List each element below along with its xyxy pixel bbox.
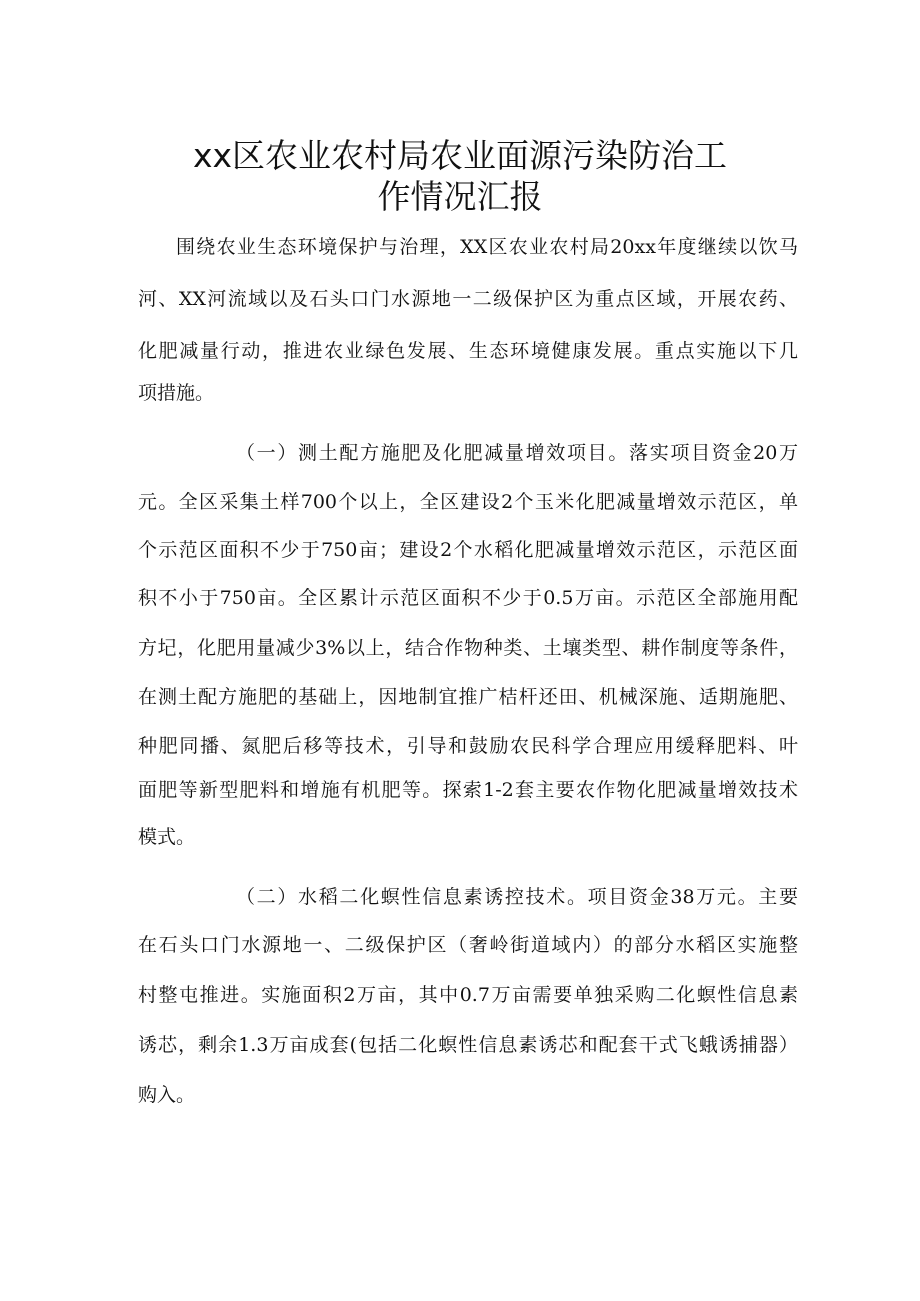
paragraph-line: 积不小于750亩。全区累计示范区面积不少于0.5万亩。示范区全部施用配 xyxy=(138,587,798,609)
paragraph-line: （一）测土配方施肥及化肥减量增效项目。落实项目资金20万 xyxy=(236,442,798,464)
paragraph-line: 河、XX河流域以及石头口门水源地一二级保护区为重点区域，开展农药、 xyxy=(138,288,798,310)
paragraph-line: 种肥同播、氮肥后移等技术，引导和鼓励农民科学合理应用缓释肥料、叶 xyxy=(138,735,798,757)
document-title-line-1: xx区农业农村局农业面源污染防治工 xyxy=(192,136,728,175)
paragraph-line: 元。全区采集土样700个以上，全区建设2个玉米化肥减量增效示范区，单 xyxy=(138,491,798,513)
document-title-line-2: 作情况汇报 xyxy=(377,177,543,216)
paragraph-line: 个示范区面积不少于750亩；建设2个水稻化肥减量增效示范区，示范区面 xyxy=(138,539,798,561)
paragraph-line: 围绕农业生态环境保护与治理，XX区农业农村局20xx年度继续以饮马 xyxy=(176,236,798,258)
paragraph-line: 面肥等新型肥料和增施有机肥等。探索1-2套主要农作物化肥减量增效技术 xyxy=(138,779,798,801)
paragraph-line: 在石头口门水源地一、二级保护区（奢岭街道域内）的部分水稻区实施整 xyxy=(138,934,798,956)
paragraph-line: （二）水稻二化螟性信息素诱控技术。项目资金38万元。主要 xyxy=(236,886,798,908)
paragraph-line: 方圮，化肥用量减少3%以上，结合作物种类、土壤类型、耕作制度等条件， xyxy=(138,637,798,659)
paragraph-line: 购入。 xyxy=(138,1084,196,1106)
paragraph-line: 诱芯，剩余1.3万亩成套(包括二化螟性信息素诱芯和配套干式飞蛾诱捕器） xyxy=(138,1034,798,1056)
paragraph-line: 村整屯推进。实施面积2万亩，其中0.7万亩需要单独采购二化螟性信息素 xyxy=(138,984,798,1006)
paragraph-line: 项措施。 xyxy=(138,382,215,404)
paragraph-line: 在测土配方施肥的基础上，因地制宜推广桔杆还田、机械深施、适期施肥、 xyxy=(138,686,798,708)
paragraph-line: 模式。 xyxy=(138,826,196,848)
paragraph-line: 化肥减量行动，推进农业绿色发展、生态环境健康发展。重点实施以下几 xyxy=(138,340,798,362)
